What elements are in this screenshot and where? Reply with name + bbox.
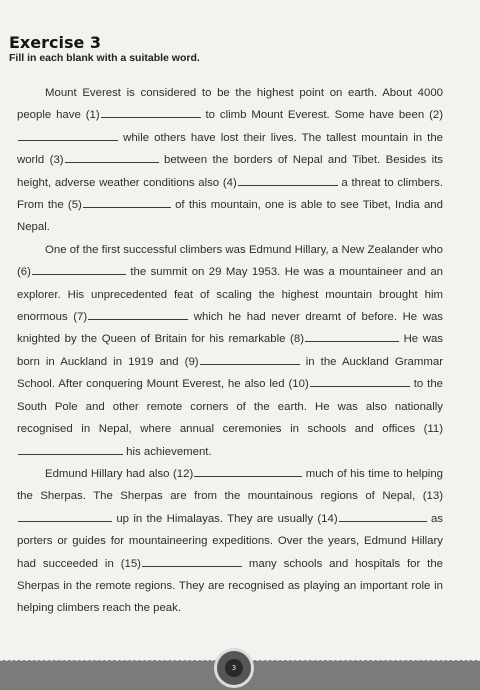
blank-6[interactable] — [32, 264, 126, 275]
blank-3[interactable] — [65, 152, 159, 163]
blank-8[interactable] — [305, 331, 399, 342]
exercise-title: Exercise 3 — [9, 33, 102, 52]
passage-text: up in the Himalayas. They are usually (14) — [112, 512, 338, 525]
blank-9[interactable] — [200, 354, 300, 365]
passage-text: Edmund Hillary had also (12) — [45, 467, 194, 480]
blank-15[interactable] — [142, 556, 242, 567]
passage-text: One of the first successful climbers was Edmund Hillary, a New Zealander who (6) — [17, 243, 443, 279]
passage-text: of this mountain, one is able to see Tibet, India and Nepal. — [17, 199, 443, 234]
passage-text: while others have lost their lives. The tallest mountain in the world (3) — [17, 131, 443, 167]
passage-text: the summit on 29 May 1953. He was a mountaineer and an explorer. His unprecedented feat of scaling the highest mountain brought him enormous (7) — [17, 266, 443, 324]
paragraph-3 — [17, 463, 443, 620]
passage-text: between the borders of Nepal and Tibet. Besides its height, adverse weather conditions also (4) — [17, 154, 443, 189]
passage-text: in the Auckland Grammar School. After conquering Mount Everest, he also led (10) — [17, 355, 443, 391]
passage-text: much of his time to helping the Sherpas. The Sherpas are from the mountainous regions of Nepal, (13) — [17, 467, 443, 503]
paragraph-1 — [17, 82, 443, 239]
passage-text: as porters or guides for mountaineering expeditions. Over the years, Edmund Hillary had succeeded in (15) — [17, 512, 443, 570]
blank-10[interactable] — [310, 376, 410, 387]
blank-13[interactable] — [18, 511, 112, 522]
passage-text: which he had never dreamt of before. He was knighted by the Queen of Britain for his remarkable (8) — [17, 311, 443, 346]
blank-12[interactable] — [194, 466, 302, 477]
blank-2[interactable] — [18, 130, 118, 141]
blank-4[interactable] — [238, 175, 338, 186]
blank-7[interactable] — [88, 309, 188, 320]
passage-text: many schools and hospitals for the Sherpas in the remote regions. They are recognised as playing an important role in helping climbers reach the peak. — [17, 557, 443, 615]
passage-text: to the South Pole and other remote corners of the earth. He was also nationally recognised in Nepal, where annual ceremonies in schools and offices (11) — [17, 378, 443, 436]
blank-1[interactable] — [101, 107, 201, 118]
blank-14[interactable] — [339, 511, 427, 522]
blank-5[interactable] — [83, 197, 171, 208]
paragraph-2 — [17, 239, 443, 463]
page-number-badge — [214, 648, 254, 688]
passage-text: Mount Everest is considered to be the highest point on earth. About 4000 people have (1) — [17, 87, 443, 122]
passage-text: a threat to climbers. From the (5) — [17, 176, 443, 212]
cloze-passage — [17, 82, 443, 620]
page-number: 3 — [225, 659, 243, 677]
passage-text: to climb Mount Everest. Some have been (2) — [200, 109, 444, 122]
blank-11[interactable] — [18, 444, 123, 455]
passage-text: his achievement. — [123, 445, 212, 458]
exercise-instruction: Fill in each blank with a suitable word. — [9, 52, 200, 64]
passage-text: He was born in Auckland in 1919 and (9) — [17, 333, 443, 368]
